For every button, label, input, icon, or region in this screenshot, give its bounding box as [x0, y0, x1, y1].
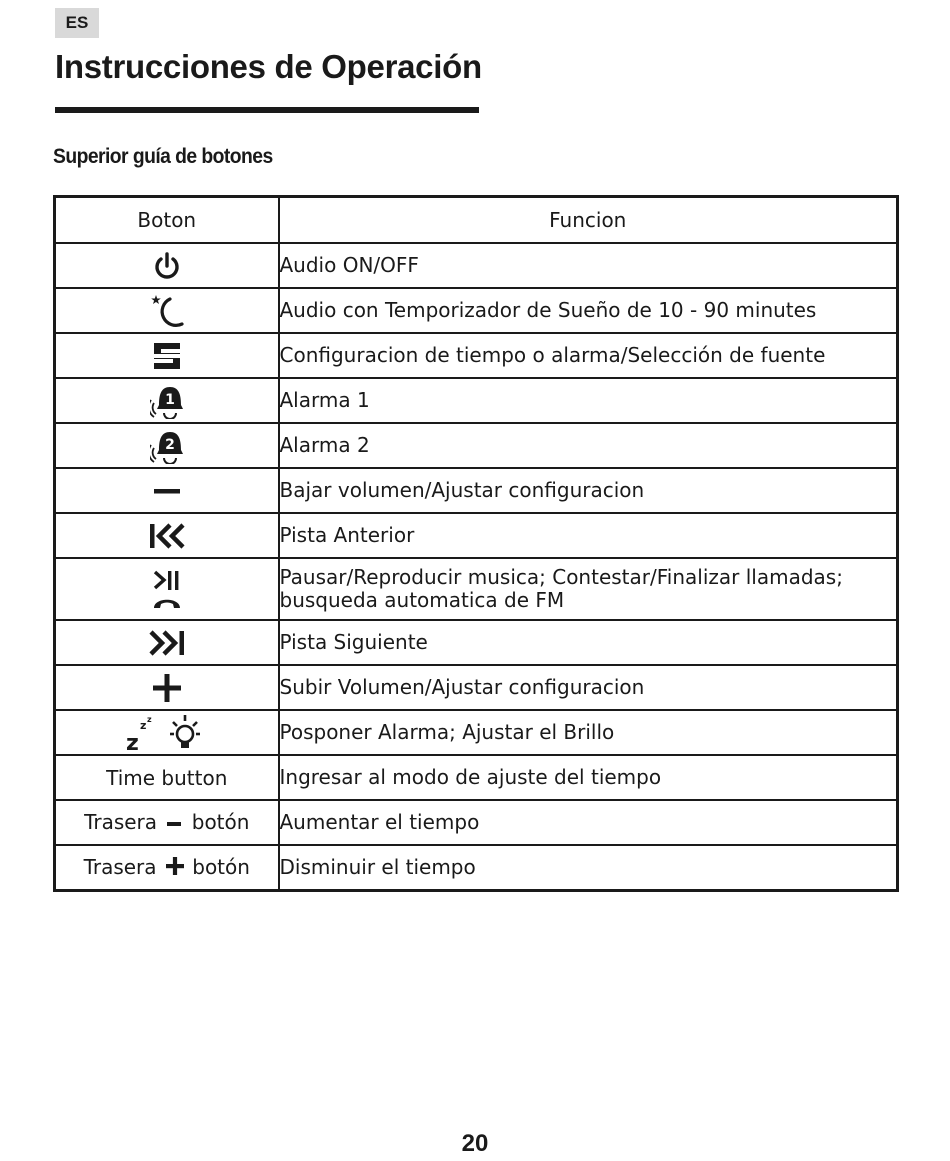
power-icon — [152, 251, 182, 281]
table-row — [55, 513, 898, 558]
button-cell — [55, 800, 279, 845]
table-row — [55, 845, 898, 891]
table-row — [55, 800, 898, 845]
section-title: Superior guía de botones — [53, 145, 273, 168]
table-row — [55, 378, 898, 423]
function-cell: Configuracion de tiempo o alarma/Selección de fuente — [279, 333, 898, 378]
page-number: 20 — [461, 1130, 489, 1157]
function-cell: Alarma 1 — [279, 378, 898, 423]
title-underline — [55, 107, 479, 113]
button-label-before: Trasera — [83, 854, 157, 879]
button-cell — [55, 665, 279, 710]
table-row — [55, 243, 898, 288]
button-cell — [55, 243, 279, 288]
function-cell — [279, 558, 898, 620]
table-row — [55, 665, 898, 710]
table-row — [55, 423, 898, 468]
button-cell — [55, 845, 279, 891]
svg-text:z: z — [139, 718, 147, 732]
next-track-icon — [148, 628, 186, 658]
function-line: busqueda automatica de FM — [279, 588, 565, 612]
plus-icon — [151, 672, 183, 704]
button-cell — [55, 423, 279, 468]
button-cell — [55, 468, 279, 513]
function-cell: Ingresar al modo de ajuste del tiempo — [279, 755, 898, 800]
table-row — [55, 333, 898, 378]
button-label-after: botón — [192, 854, 250, 879]
button-cell — [55, 513, 279, 558]
button-cell — [55, 620, 279, 665]
function-cell: Bajar volumen/Ajustar configuracion — [279, 468, 898, 513]
function-line: Pausar/Reproducir musica; Contestar/Finalizar llamadas; — [279, 565, 843, 589]
column-header-function: Funcion — [279, 197, 898, 244]
page-title: Instrucciones de Operación — [55, 48, 482, 85]
table-row — [55, 468, 898, 513]
svg-text:z: z — [146, 714, 152, 724]
svg-text:1: 1 — [164, 391, 175, 408]
minus-icon — [152, 476, 182, 506]
svg-text:2: 2 — [164, 436, 175, 453]
button-cell — [55, 333, 279, 378]
table-row — [55, 755, 898, 800]
table-header-row — [55, 197, 898, 244]
function-cell: Disminuir el tiempo — [279, 845, 898, 891]
table-row — [55, 620, 898, 665]
function-cell: Pista Anterior — [279, 513, 898, 558]
sleep-moon-icon — [148, 292, 186, 330]
alarm-1-bell-icon — [150, 383, 184, 419]
plus-icon — [165, 856, 185, 881]
button-label-before: Trasera — [84, 809, 158, 834]
table-row — [55, 558, 898, 620]
function-cell: Audio con Temporizador de Sueño de 10 - 90 minutes — [279, 288, 898, 333]
table-row — [55, 288, 898, 333]
function-cell: Subir Volumen/Ajustar configuracion — [279, 665, 898, 710]
source-s-icon — [152, 341, 182, 371]
button-cell — [55, 558, 279, 620]
button-cell: Time button — [55, 755, 279, 800]
function-cell: Posponer Alarma; Ajustar el Brillo — [279, 710, 898, 755]
column-header-button: Boton — [55, 197, 279, 244]
function-cell: Aumentar el tiempo — [279, 800, 898, 845]
svg-text:z: z — [125, 730, 139, 753]
snooze-brightness-icon — [124, 713, 210, 753]
alarm-2-bell-icon — [150, 428, 184, 464]
button-cell — [55, 710, 279, 755]
previous-track-icon — [148, 521, 186, 551]
function-cell: Pista Siguiente — [279, 620, 898, 665]
button-label-after: botón — [191, 809, 250, 834]
button-cell — [55, 288, 279, 333]
function-cell: Audio ON/OFF — [279, 243, 898, 288]
function-cell: Alarma 2 — [279, 423, 898, 468]
button-cell — [55, 378, 279, 423]
table-row — [55, 710, 898, 755]
play-pause-phone-icon — [151, 567, 183, 611]
minus-icon — [166, 811, 182, 835]
button-guide-table — [53, 195, 899, 892]
language-badge: ES — [55, 8, 99, 38]
